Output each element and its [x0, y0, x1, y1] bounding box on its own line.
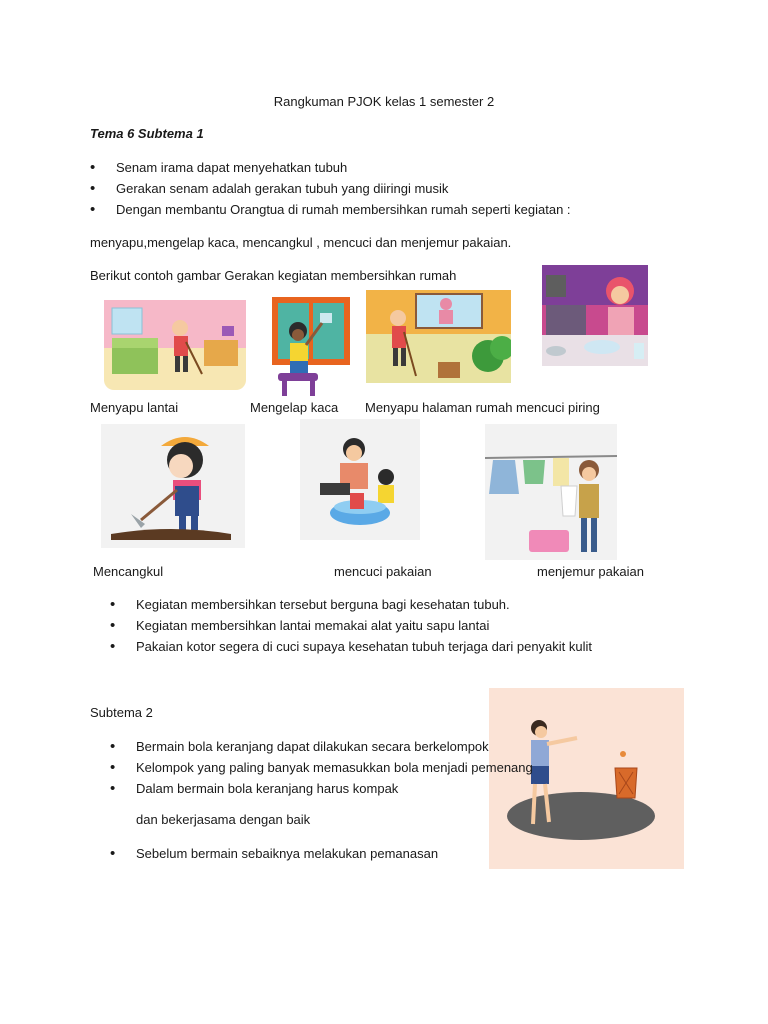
- list-item: • Dalam bermain bola keranjang harus kompak: [110, 778, 533, 799]
- list-item: • Bermain bola keranjang dapat dilakukan secara berkelompok: [110, 736, 533, 757]
- caption-hanging-clothes: menjemur pakaian: [537, 564, 644, 579]
- list-item: • Kegiatan membersihkan lantai memakai alat yaitu sapu lantai: [110, 615, 592, 636]
- washing-dishes-illustration: [542, 265, 648, 366]
- bullet-list-warmup: [110, 843, 438, 864]
- continuation-text: dan bekerjasama dengan baik: [136, 812, 311, 827]
- section-heading-tema6: Tema 6 Subtema 1: [90, 126, 204, 141]
- list-item: • Kelompok yang paling banyak memasukkan bola menjadi pemenang: [110, 757, 533, 778]
- sweeping-yard-illustration: [366, 290, 511, 383]
- examples-intro: Berikut contoh gambar Gerakan kegiatan membersihkan rumah: [90, 268, 457, 283]
- washing-clothes-illustration: [300, 419, 420, 540]
- page-title: Rangkuman PJOK kelas 1 semester 2: [273, 94, 495, 109]
- section-heading-subtema2: Subtema 2: [90, 705, 153, 720]
- caption-washing-dishes: mencuci piring: [516, 400, 600, 415]
- hoeing-illustration: [101, 424, 245, 548]
- caption-washing-clothes: mencuci pakaian: [334, 564, 432, 579]
- sweeping-floor-illustration: [104, 300, 246, 390]
- activities-paragraph: menyapu,mengelap kaca, mencangkul , mencuci dan menjemur pakaian.: [90, 235, 512, 250]
- caption-sweeping-yard: Menyapu halaman rumah: [365, 400, 513, 415]
- caption-sweeping-floor: Menyapu lantai: [90, 400, 179, 415]
- list-item: • Sebelum bermain sebaiknya melakukan pemanasan: [110, 843, 438, 864]
- list-item: • Senam irama dapat menyehatkan tubuh: [90, 157, 571, 178]
- caption-wiping-window: Mengelap kaca: [250, 400, 339, 415]
- list-item: • Pakaian kotor segera di cuci supaya kesehatan tubuh terjaga dari penyakit kulit: [110, 636, 592, 657]
- bullet-list-benefits: [110, 594, 592, 657]
- hanging-clothes-illustration: [485, 424, 617, 560]
- caption-hoeing: Mencangkul: [93, 564, 164, 579]
- wiping-window-illustration: [270, 295, 352, 398]
- bullet-list-intro: [90, 157, 571, 220]
- bullet-list-basketball: [110, 736, 533, 799]
- list-item: • Kegiatan membersihkan tersebut berguna bagi kesehatan tubuh.: [110, 594, 592, 615]
- list-item: • Dengan membantu Orangtua di rumah membersihkan rumah seperti kegiatan :: [90, 199, 571, 220]
- list-item: • Gerakan senam adalah gerakan tubuh yang diiringi musik: [90, 178, 571, 199]
